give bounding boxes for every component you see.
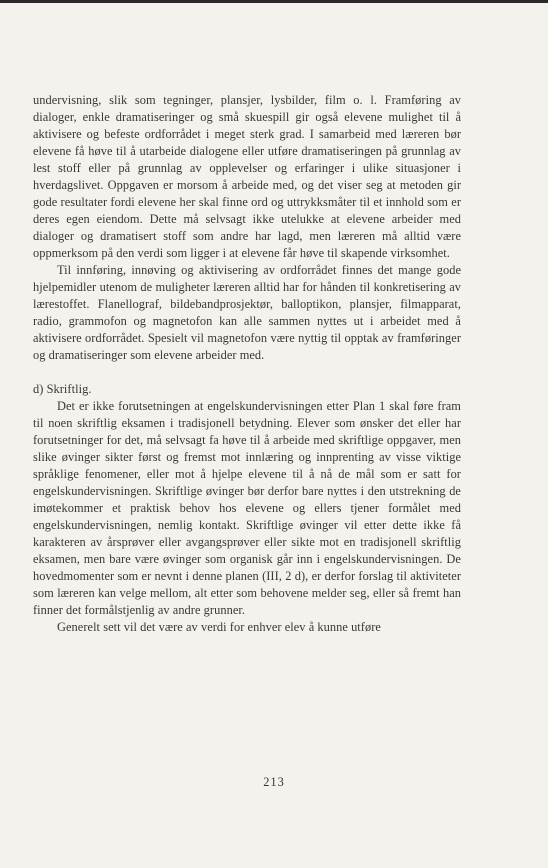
page-number: 213 xyxy=(263,775,285,789)
paragraph-4: Generelt sett vil det være av verdi for enhver elev å kunne utføre xyxy=(57,620,381,634)
section-heading: d) Skriftlig. xyxy=(33,382,92,396)
body-text xyxy=(33,92,461,636)
paragraph-1: undervisning, slik som tegninger, plansjer, lysbilder, film o. l. Framføring av dialoger, enkle dramatiseringer og små skuespill gir også elevene mulighet til å aktivisere og befeste ordforrådet i meget sterk grad. I samarbeid med læreren bør elevene få høve til å utarbeide dialogene eller utføre dramatiseringen på grunnlag av lest stoff eller på grunnlag av opplevelser og erfaringer i ulike situasjoner i hverdagslivet. Oppgaven er morsom å arbeide med, og det viser seg at metoden gir gode resultater fordi elevene her skal finne ord og uttrykksmåter til et innhold som er deres egen eiendom. Dette må selvsagt ikke utelukke at elevene arbeider med dialoger og dramatisert stoff som andre har lagd, men læreren må alltid være oppmerksom på den verdi som ligger i at elevene får høve til skapende virksomhet. xyxy=(33,93,461,260)
paragraph-3: Det er ikke forutsetningen at engelskundervisningen etter Plan 1 skal føre fram til noen skriftlig eksamen i tradisjonell betydning. Elever som ønsker det eller har forutsetninger for det, må selvsagt fa høve til å arbeide med skriftlige oppgaver, men slike øvinger sikter først og fremst mot innlæring og innprenting av visse viktige språklige fenomener, eller mot å hjelpe elevene til å nå de mål som er satt for engelskundervisningen. Skriftlige øvinger bør derfor bare nyttes i den utstrekning de imøtekommer et praktisk behov hos elevene og ellers tjener formålet med engelskundervisningen, nemlig kontakt. Skriftlige øvinger vil etter dette ikke få karakteren av årsprøver eller avgangsprøver eller sikte mot en tradisjonell skriftlig eksamen, men bare være øvinger som organisk går inn i engelskundervisningen. De hovedmomenter som er nevnt i denne planen (III, 2 d), er derfor forslag til aktiviteter som læreren kan velge mellom, alt etter som behovene melder seg, eller så fremt han finner det formålstjenlig av andre grunner. xyxy=(33,399,461,617)
paragraph-2: Til innføring, innøving og aktivisering av ordforrådet finnes det mange gode hjelpemidler utenom de muligheter læreren alltid har for hånden til konkretisering av lærestoffet. Flanellograf, bildebandprosjektør, balloptikon, plansjer, filmapparat, radio, grammofon og magnetofon kan alle sammen nyttes ut i arbeidet med å aktivisere ordforrådet. Spesielt vil magnetofon være nyttig til opptak av framføringer og dramatiseringer som elevene arbeider med. xyxy=(33,263,461,362)
scan-top-edge xyxy=(0,0,548,3)
